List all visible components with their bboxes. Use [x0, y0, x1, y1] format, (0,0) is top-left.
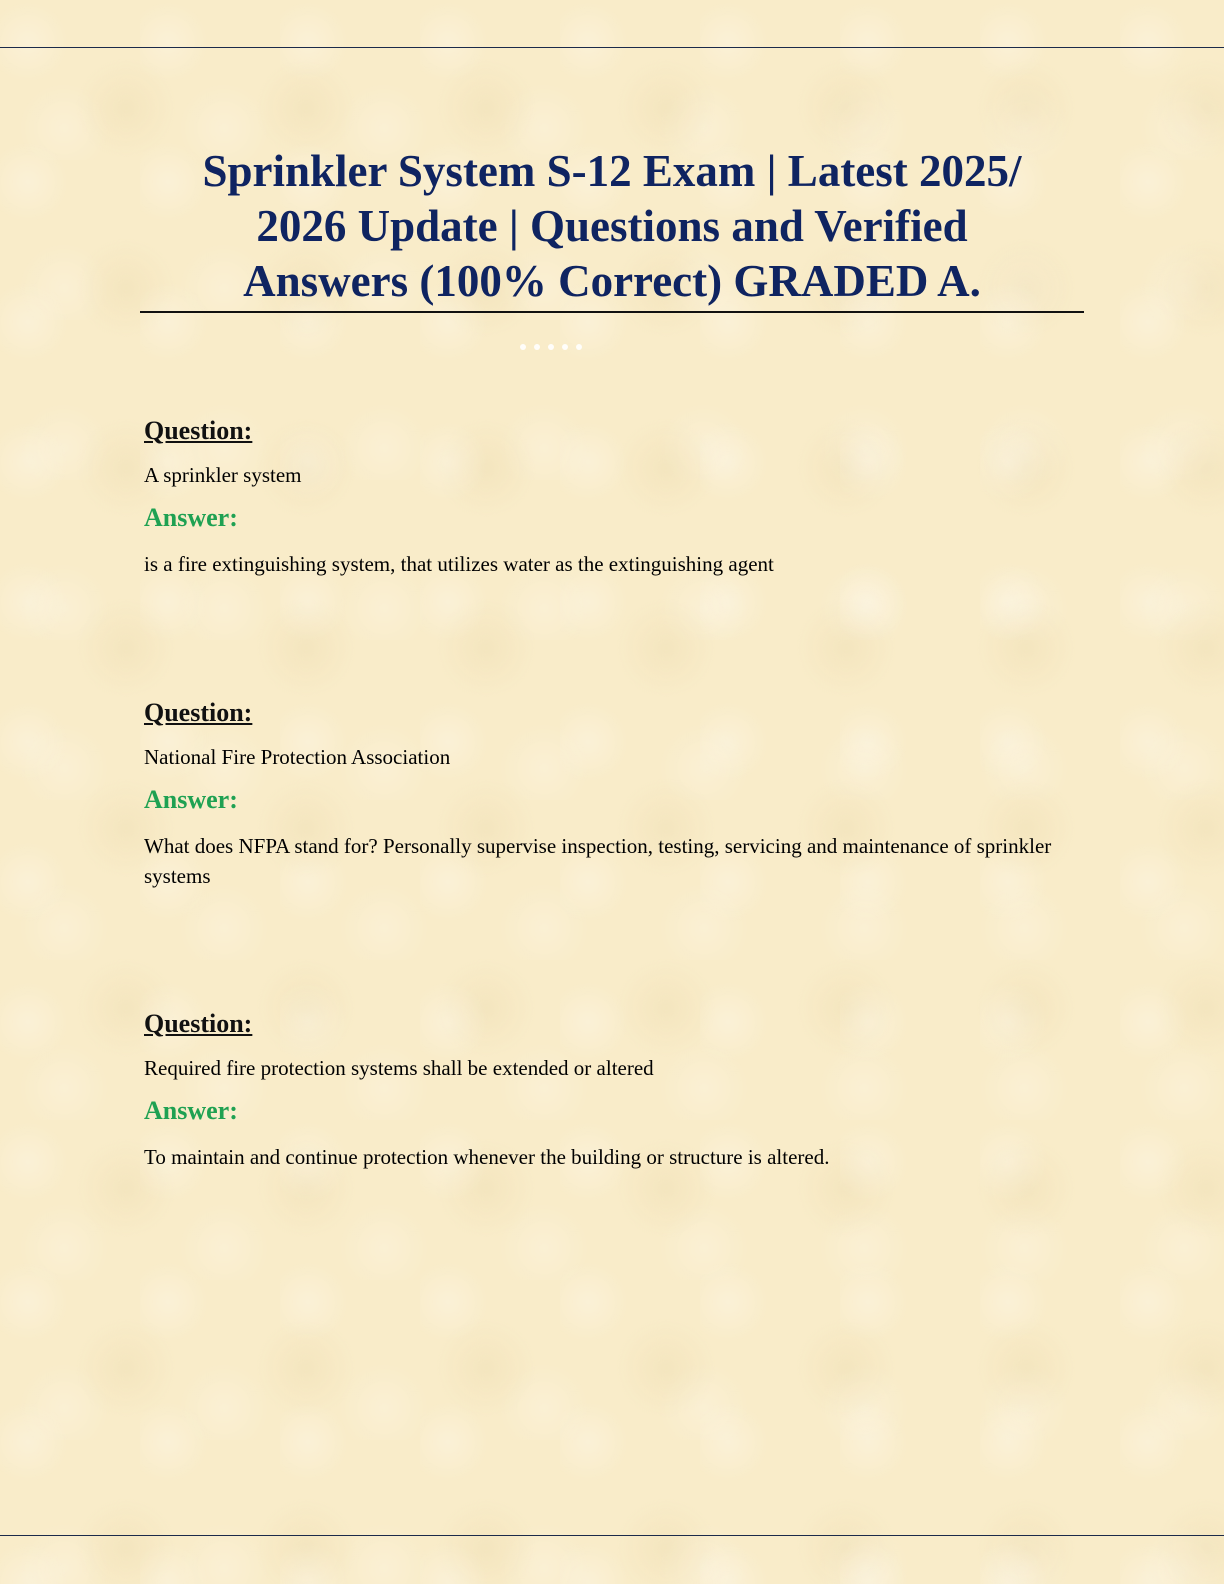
answer-label: Answer:: [144, 785, 238, 814]
document-title: [140, 144, 1084, 309]
question-text: A sprinkler system: [144, 463, 302, 487]
answer-label: Answer:: [144, 1096, 238, 1125]
top-rule: [0, 47, 1224, 48]
qa-item-3: [144, 1009, 1074, 1172]
question-label: Question:: [144, 1009, 253, 1038]
dot-icon: [576, 344, 582, 350]
answer-text: is a fire extinguishing system, that utilizes water as the extinguishing agent: [144, 552, 774, 576]
qa-item-1: [144, 416, 1074, 579]
question-text: National Fire Protection Association: [144, 745, 451, 769]
question-text: Required fire protection systems shall be extended or altered: [144, 1056, 654, 1080]
bottom-rule: [0, 1535, 1224, 1536]
dot-icon: [520, 344, 526, 350]
title-line-3: Answers (100% Correct) GRADED A.: [243, 256, 981, 306]
title-block: [140, 144, 1084, 313]
dot-icon: [534, 344, 540, 350]
question-label: Question:: [144, 698, 253, 727]
decorative-dots: [520, 344, 582, 350]
title-line-2: 2026 Update | Questions and Verified: [256, 201, 968, 251]
answer-text: What does NFPA stand for? Personally supervise inspection, testing, servicing and maintenance of sprinkler systems: [144, 834, 1052, 888]
question-label: Question:: [144, 416, 253, 445]
qa-item-2: [144, 698, 1074, 891]
answer-text: To maintain and continue protection whenever the building or structure is altered.: [144, 1145, 830, 1169]
dot-icon: [548, 344, 554, 350]
answer-label: Answer:: [144, 503, 238, 532]
title-line-1: Sprinkler System S-12 Exam | Latest 2025/: [202, 146, 1022, 196]
dot-icon: [562, 344, 568, 350]
